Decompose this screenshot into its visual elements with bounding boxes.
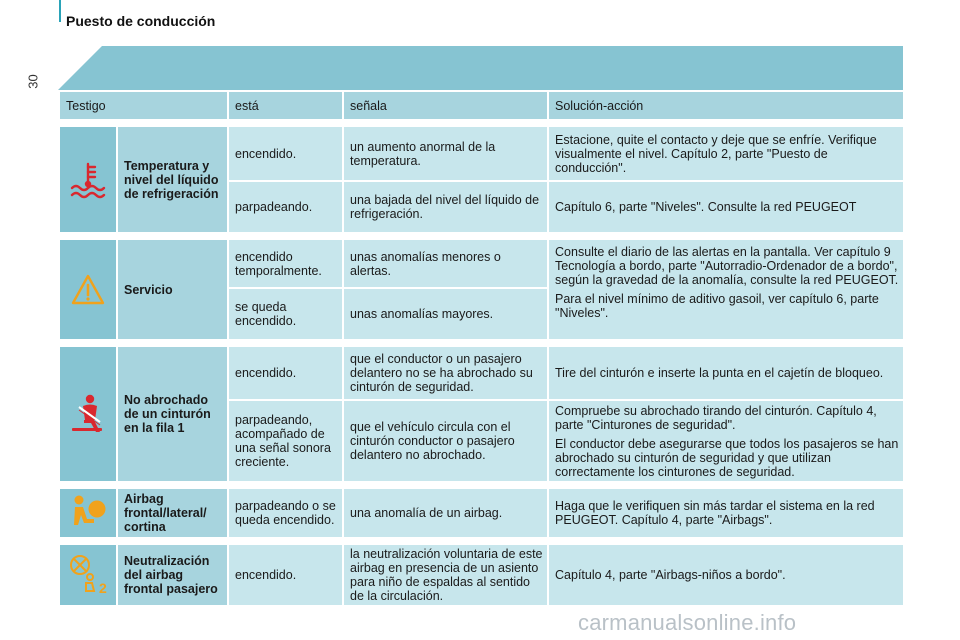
column-header-senala: señala <box>343 91 548 120</box>
column-header-testigo: Testigo <box>59 91 228 120</box>
signal-cell: que el conductor o un pasajero delantero no se ha abrochado su cinturón de seguridad. <box>343 346 548 400</box>
page-title: Puesto de conducción <box>66 13 216 29</box>
action-cell <box>548 346 904 400</box>
accent-bar <box>59 0 61 22</box>
table-row <box>59 239 904 288</box>
warning-lights-table <box>58 90 905 607</box>
warning-light-name: Servicio <box>117 239 228 340</box>
action-cell <box>548 181 904 233</box>
action-text: Capítulo 6, parte "Niveles". Consulte la red PEUGEOT <box>555 200 857 214</box>
action-cell <box>548 239 904 340</box>
state-cell: encendido temporalmente. <box>228 239 343 288</box>
action-text: Consulte el diario de las alertas en la pantalla. Ver capítulo 9 Tecnología a bordo, parte "Autorradio-Ordenador de a bordo", según la gravedad de la anomalía, consulte la red PEUGEOT. <box>555 245 899 287</box>
state-cell: parpadeando. <box>228 181 343 233</box>
state-cell: parpadeando o se queda encendido. <box>228 488 343 538</box>
column-header-solucion: Solución-acción <box>548 91 904 120</box>
action-text: Para el nivel mínimo de aditivo gasoil, ver capítulo 6, parte "Niveles". <box>555 292 879 320</box>
table-header-row <box>59 91 904 120</box>
state-cell: encendido. <box>228 126 343 181</box>
table-row <box>59 488 904 538</box>
warning-light-cell <box>59 346 117 482</box>
action-text: Haga que le verifiquen sin más tardar el sistema en la red PEUGEOT. Capítulo 4, parte "Airbags". <box>555 499 875 527</box>
warning-light-cell <box>59 239 117 340</box>
seatbelt-icon <box>70 393 106 435</box>
passenger-airbag-off-icon <box>68 553 108 597</box>
signal-cell: una bajada del nivel del líquido de refrigeración. <box>343 181 548 233</box>
state-cell: encendido. <box>228 544 343 606</box>
table-row <box>59 346 904 400</box>
warning-light-name: No abrochado de un cinturón en la fila 1 <box>117 346 228 482</box>
warning-light-name: Airbag frontal/lateral/ cortina <box>117 488 228 538</box>
table-row <box>59 126 904 181</box>
signal-cell: un aumento anormal de la temperatura. <box>343 126 548 181</box>
table-row <box>59 544 904 606</box>
icon-digit: 2 <box>99 580 107 596</box>
warning-light-cell <box>59 544 117 606</box>
action-text: Compruebe su abrochado tirando del cinturón. Capítulo 4, parte "Cinturones de seguridad". <box>555 403 877 432</box>
action-text: Estacione, quite el contacto y deje que se enfríe. Verifique visualmente el nivel. Capítulo 2, parte "Puesto de conducción". <box>555 132 877 175</box>
state-cell: encendido. <box>228 346 343 400</box>
action-cell <box>548 544 904 606</box>
action-cell <box>548 400 904 482</box>
signal-cell: una anomalía de un airbag. <box>343 488 548 538</box>
airbag-icon <box>69 493 107 533</box>
state-cell: parpadeando, acompañado de una señal sonora creciente. <box>228 400 343 482</box>
warning-triangle-icon <box>70 273 106 307</box>
action-text: El conductor debe asegurarse que todos los pasajeros se han abrochado su cinturón de seguridad y que utilizan correctamente los cinturones de seguridad. <box>555 436 899 479</box>
state-cell: se queda encendido. <box>228 288 343 340</box>
watermark: carmanualsonline.info <box>578 610 797 635</box>
signal-cell: unas anomalías menores o alertas. <box>343 239 548 288</box>
column-header-esta: está <box>228 91 343 120</box>
coolant-temperature-icon <box>68 160 108 200</box>
warning-light-name: Temperatura y nivel del líquido de refrigeración <box>117 126 228 233</box>
signal-cell: que el vehículo circula con el cinturón conductor o pasajero delantero no abrochado. <box>343 400 548 482</box>
action-text: Tire del cinturón e inserte la punta en el cajetín de bloqueo. <box>555 366 884 380</box>
action-cell <box>548 126 904 181</box>
warning-light-cell <box>59 126 117 233</box>
signal-cell: la neutralización voluntaria de este airbag en presencia de un asiento para niño de espaldas al sentido de la circulación. <box>343 544 548 606</box>
warning-light-name: Neutralización del airbag frontal pasajero <box>117 544 228 606</box>
page-number: 30 <box>25 74 41 89</box>
signal-cell: unas anomalías mayores. <box>343 288 548 340</box>
action-cell <box>548 488 904 538</box>
action-text: Capítulo 4, parte "Airbags-niños a bordo". <box>555 568 786 582</box>
section-banner <box>58 46 903 90</box>
warning-light-cell <box>59 488 117 538</box>
